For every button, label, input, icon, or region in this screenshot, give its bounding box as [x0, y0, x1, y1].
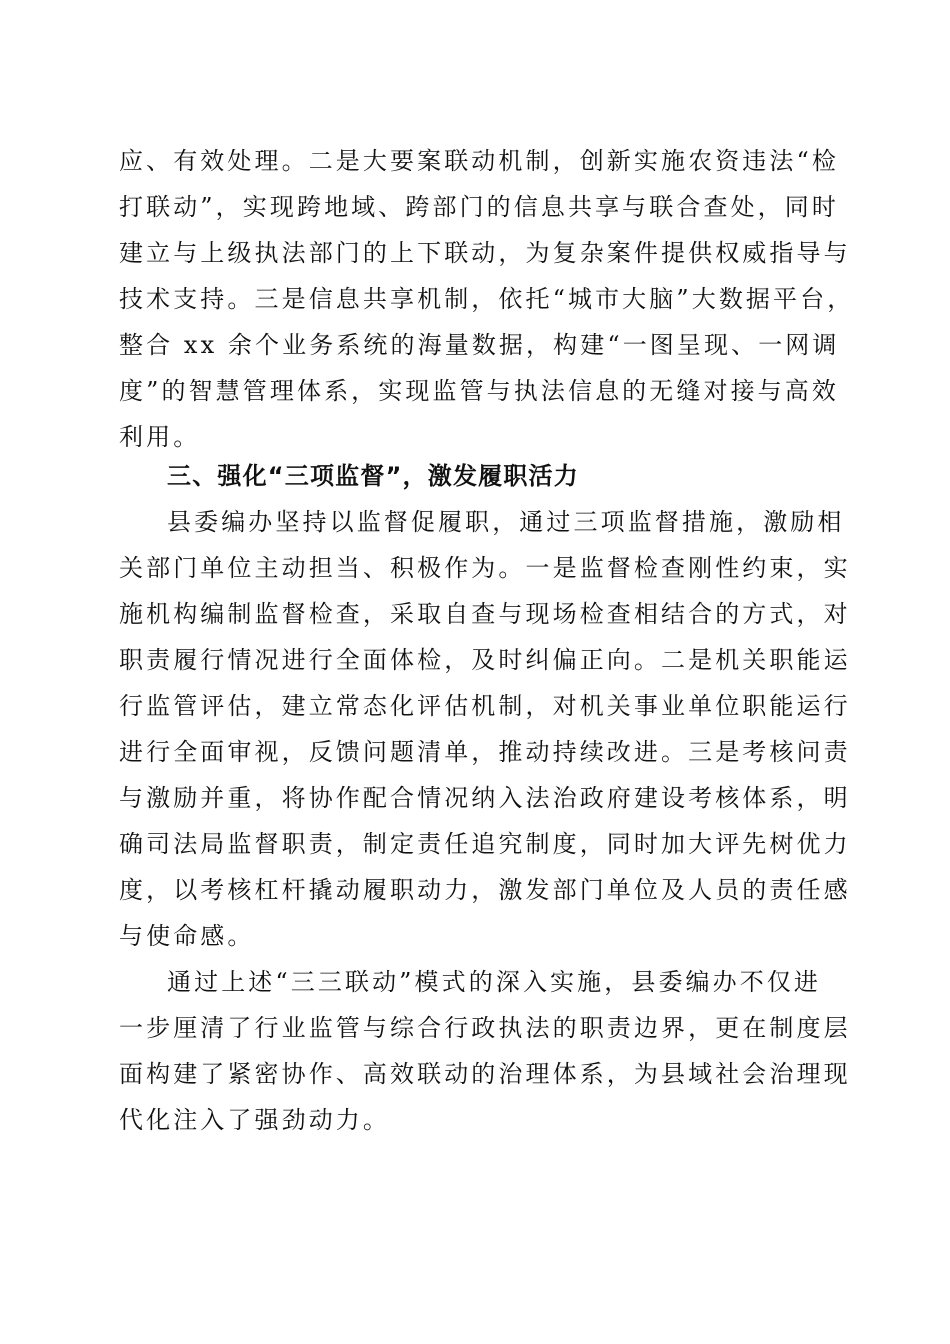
body-text-line: 与激励并重，将协作配合情况纳入法治政府建设考核体系，明 — [119, 784, 851, 812]
body-text-line: 度，以考核杠杆撬动履职动力，激发部门单位及人员的责任感 — [119, 876, 851, 904]
body-text-line: 施机构编制监督检查，采取自查与现场检查相结合的方式，对 — [119, 600, 851, 628]
body-text-line: 代化注入了强劲动力。 — [119, 1106, 390, 1134]
body-text-line: 与使命感。 — [119, 922, 255, 950]
body-text-line: 行监管评估，建立常态化评估机制，对机关事业单位职能运行 — [119, 692, 851, 720]
body-text-line: 进行全面审视，反馈问题清单，推动持续改进。三是考核问责 — [119, 738, 851, 766]
paragraph-first-line: 通过上述“三三联动”模式的深入实施，县委编办不仅进 — [167, 968, 822, 996]
paragraph-first-line: 县委编办坚持以监督促履职，通过三项监督措施，激励相 — [167, 508, 845, 536]
body-text-line: 度”的智慧管理体系，实现监管与执法信息的无缝对接与高效 — [119, 377, 839, 405]
body-text-line: 关部门单位主动担当、积极作为。一是监督检查刚性约束，实 — [119, 554, 851, 582]
body-text-line: 面构建了紧密协作、高效联动的治理体系，为县域社会治理现 — [119, 1060, 851, 1088]
body-text-line: 整合 xx 余个业务系统的海量数据，构建“一图呈现、一网调 — [119, 331, 840, 359]
body-text-line: 职责履行情况进行全面体检，及时纠偏正向。二是机关职能运 — [119, 646, 851, 674]
section-heading: 三、强化“三项监督”，激发履职活力 — [167, 462, 579, 490]
body-text-line: 利用。 — [119, 423, 201, 451]
body-text-line: 一步厘清了行业监管与综合行政执法的职责边界，更在制度层 — [119, 1014, 851, 1042]
body-text-line: 应、有效处理。二是大要案联动机制，创新实施农资违法“检 — [119, 147, 839, 175]
body-text-line: 技术支持。三是信息共享机制，依托“城市大脑”大数据平台， — [119, 285, 855, 313]
body-text-line: 打联动”，实现跨地域、跨部门的信息共享与联合查处，同时 — [119, 193, 839, 221]
body-text-line: 确司法局监督职责，制定责任追究制度，同时加大评先树优力 — [119, 830, 851, 858]
body-text-line: 建立与上级执法部门的上下联动，为复杂案件提供权威指导与 — [119, 239, 851, 267]
